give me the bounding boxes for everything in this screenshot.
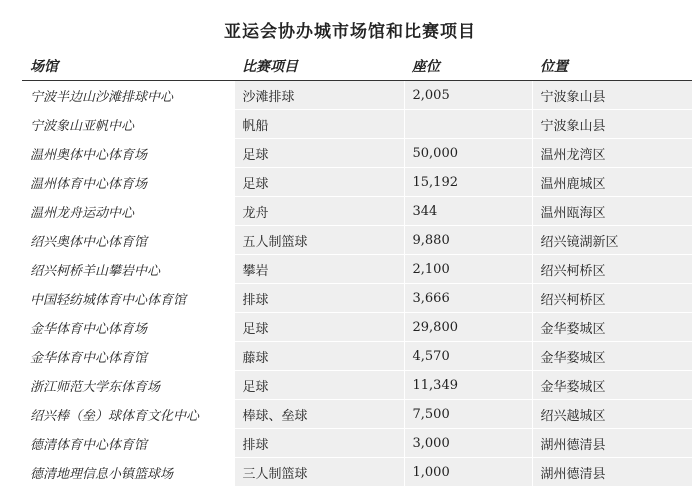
table-row — [22, 429, 692, 458]
cell-sport: 足球 — [234, 371, 404, 400]
cell-seats: 1,000 — [404, 458, 532, 487]
table-row — [22, 458, 692, 487]
cell-location: 湖州德清县 — [532, 429, 692, 458]
column-header-venue: 场馆 — [22, 52, 234, 81]
cell-seats: 50,000 — [404, 139, 532, 168]
column-header-sport: 比赛项目 — [234, 52, 404, 81]
cell-venue: 德清体育中心体育馆 — [22, 429, 234, 458]
cell-sport: 帆船 — [234, 110, 404, 139]
cell-location: 湖州德清县 — [532, 458, 692, 487]
cell-location: 金华婺城区 — [532, 313, 692, 342]
cell-location: 温州瓯海区 — [532, 197, 692, 226]
cell-location: 金华婺城区 — [532, 342, 692, 371]
cell-seats: 29,800 — [404, 313, 532, 342]
cell-venue: 温州龙舟运动中心 — [22, 197, 234, 226]
cell-location: 绍兴越城区 — [532, 400, 692, 429]
table-row — [22, 255, 692, 284]
cell-sport: 足球 — [234, 139, 404, 168]
table-row — [22, 139, 692, 168]
cell-location: 宁波象山县 — [532, 81, 692, 110]
cell-location: 绍兴柯桥区 — [532, 284, 692, 313]
cell-venue: 宁波象山亚帆中心 — [22, 110, 234, 139]
table-row — [22, 313, 692, 342]
table-body — [22, 81, 692, 487]
cell-venue: 德清地理信息小镇篮球场 — [22, 458, 234, 487]
cell-venue: 浙江师范大学东体育场 — [22, 371, 234, 400]
cell-seats: 15,192 — [404, 168, 532, 197]
table-header-row — [22, 52, 692, 81]
table-row — [22, 371, 692, 400]
cell-sport: 三人制篮球 — [234, 458, 404, 487]
cell-venue: 温州体育中心体育场 — [22, 168, 234, 197]
cell-sport: 棒球、垒球 — [234, 400, 404, 429]
cell-seats: 3,666 — [404, 284, 532, 313]
cell-seats: 4,570 — [404, 342, 532, 371]
table-row — [22, 284, 692, 313]
cell-sport: 排球 — [234, 429, 404, 458]
cell-seats: 2,005 — [404, 81, 532, 110]
table-row — [22, 400, 692, 429]
cell-venue: 中国轻纺城体育中心体育馆 — [22, 284, 234, 313]
cell-sport: 藤球 — [234, 342, 404, 371]
table-row — [22, 226, 692, 255]
cell-sport: 五人制篮球 — [234, 226, 404, 255]
cell-seats: 11,349 — [404, 371, 532, 400]
cell-location: 宁波象山县 — [532, 110, 692, 139]
table-row — [22, 168, 692, 197]
table-row — [22, 342, 692, 371]
cell-seats: 2,100 — [404, 255, 532, 284]
column-header-seats: 座位 — [404, 52, 532, 81]
cell-sport: 足球 — [234, 168, 404, 197]
cell-seats — [404, 110, 532, 139]
cell-sport: 足球 — [234, 313, 404, 342]
cell-location: 绍兴柯桥区 — [532, 255, 692, 284]
cell-venue: 金华体育中心体育场 — [22, 313, 234, 342]
cell-seats: 7,500 — [404, 400, 532, 429]
table-row — [22, 110, 692, 139]
cell-venue: 金华体育中心体育馆 — [22, 342, 234, 371]
cell-venue: 绍兴奥体中心体育馆 — [22, 226, 234, 255]
cell-venue: 绍兴棒（垒）球体育文化中心 — [22, 400, 234, 429]
table-row — [22, 81, 692, 110]
cell-venue: 绍兴柯桥羊山攀岩中心 — [22, 255, 234, 284]
cell-sport: 排球 — [234, 284, 404, 313]
cell-sport: 攀岩 — [234, 255, 404, 284]
venues-table — [22, 52, 692, 486]
cell-seats: 344 — [404, 197, 532, 226]
cell-sport: 龙舟 — [234, 197, 404, 226]
cell-seats: 3,000 — [404, 429, 532, 458]
cell-venue: 宁波半边山沙滩排球中心 — [22, 81, 234, 110]
table-row — [22, 197, 692, 226]
cell-location: 温州鹿城区 — [532, 168, 692, 197]
cell-location: 温州龙湾区 — [532, 139, 692, 168]
cell-location: 绍兴镜湖新区 — [532, 226, 692, 255]
page-title: 亚运会协办城市场馆和比赛项目 — [224, 22, 476, 42]
cell-sport: 沙滩排球 — [234, 81, 404, 110]
cell-seats: 9,880 — [404, 226, 532, 255]
cell-venue: 温州奥体中心体育场 — [22, 139, 234, 168]
column-header-location: 位置 — [532, 52, 692, 81]
cell-location: 金华婺城区 — [532, 371, 692, 400]
